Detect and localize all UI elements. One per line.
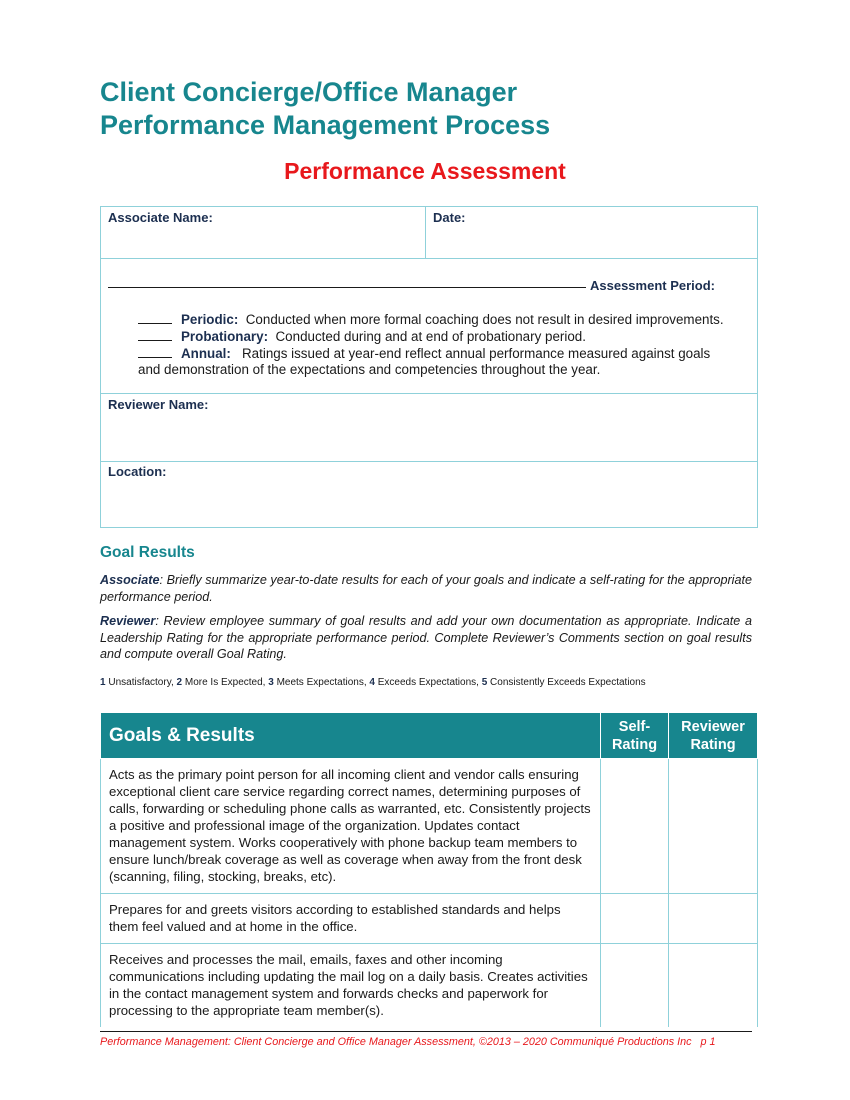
header-reviewer-line2: Rating [690,736,736,753]
title-line-2: Performance Management Process [100,110,551,140]
header-goals-results: Goals & Results [101,713,601,759]
option-label: Annual: [181,346,231,361]
option-label: Probationary: [181,329,269,344]
date-field[interactable] [433,209,466,227]
assessment-period-blank[interactable] [108,287,586,288]
header-reviewer-rating [669,713,758,759]
associate-info-form [100,206,758,528]
option-periodic[interactable] [138,310,724,328]
checkbox-blank[interactable] [138,310,172,324]
option-desc: Ratings issued at year-end reflect annual performance measured against goals [242,346,711,361]
document-title [100,76,550,142]
checkbox-blank[interactable] [138,327,172,341]
option-probationary[interactable] [138,327,586,345]
goal-results-heading: Goal Results [100,544,195,561]
row-divider [101,461,757,462]
page-footer [100,1036,752,1048]
scale-num: 5 [481,677,488,688]
title-line-1: Client Concierge/Office Manager [100,77,518,107]
scale-num: 3 [268,677,274,688]
row-divider [101,258,757,259]
scale-num: 4 [369,677,375,688]
table-row [101,759,758,894]
reviewer-rating-cell[interactable] [669,759,758,894]
header-self-line2: Rating [611,736,658,753]
self-rating-cell[interactable] [601,894,669,944]
scale-text: Meets Expectations, [276,677,367,688]
goal-description: Prepares for and greets visitors according to established standards and helps them feel valued and at home in the office. [101,894,601,944]
table-row [101,894,758,944]
option-label: Periodic: [181,312,239,327]
scale-num: 1 [100,677,106,688]
associate-instructions [100,572,752,605]
footer-text: Performance Management: Client Concierge and Office Manager Assessment, ©2013 – 2020 Communiqué Productions Inc [100,1036,692,1048]
checkbox-blank[interactable] [138,344,172,358]
header-self-rating [601,713,669,759]
self-rating-cell[interactable] [601,944,669,1028]
option-annual[interactable] [138,344,710,362]
footer-divider [100,1031,752,1032]
row-divider [101,393,757,394]
option-desc-continued: and demonstration of the expectations and competencies throughout the year. [138,362,601,377]
table-row [101,944,758,1028]
scale-num: 2 [176,677,183,688]
goals-results-table [100,712,758,1027]
location-field[interactable] [108,463,167,481]
reviewer-instructions-label: Reviewer [100,614,156,628]
location-label: Location: [108,464,167,479]
page-number: p 1 [700,1036,716,1048]
reviewer-instructions [100,613,752,663]
reviewer-name-field[interactable] [108,396,208,414]
associate-instructions-text: : Briefly summarize year-to-date results for each of your goals and indicate a self-rating for the appropriate performance period. [100,573,752,604]
header-self-line1: Self- [618,718,651,735]
header-reviewer-line1: Reviewer [681,718,745,735]
associate-name-label: Associate Name: [108,210,213,225]
associate-name-field[interactable] [108,209,213,227]
reviewer-name-label: Reviewer Name: [108,397,209,412]
assessment-period-label: Assessment Period: [590,278,715,293]
scale-text: Unsatisfactory, [108,677,174,688]
document-subtitle: Performance Assessment [284,158,566,184]
table-header-row [101,713,758,759]
option-annual-continued [138,361,600,378]
goal-description: Receives and processes the mail, emails, faxes and other incoming communications including updating the mail log on a daily basis. Creates activities in the contact management system and forwards checks and paperwork for processing to the appropriate team member(s). [101,944,601,1028]
reviewer-instructions-text: : Review employee summary of goal results and add your own documentation as appropriate. Indicate a Leadership Rating for the appropriate performance period. Complete Reviewer’s Comments section on goal results and compute overall Goal Rating. [100,614,752,661]
associate-instructions-label: Associate [100,573,160,587]
scale-text: Consistently Exceeds Expectations [490,677,646,688]
assessment-period-field [590,277,715,295]
option-desc: Conducted when more formal coaching does not result in desired improvements. [245,312,724,327]
self-rating-cell[interactable] [601,759,669,894]
column-divider [425,207,426,258]
reviewer-rating-cell[interactable] [669,894,758,944]
scale-text: More Is Expected, [184,677,266,688]
reviewer-rating-cell[interactable] [669,944,758,1028]
goal-description: Acts as the primary point person for all incoming client and vendor calls ensuring exceptional client care service regarding correct names, determining purposes of calls, forwarding or scheduling phone calls as warranted, etc. Consistently projects a positive and professional image of the organization. Updates contact management system. Works cooperatively with phone backup team members to ensure lunch/break coverage as well as coverage when away from the front desk (scanning, filing, stocking, breaks, etc). [101,759,601,894]
option-desc: Conducted during and at end of probationary period. [275,329,586,344]
rating-scale [100,677,646,688]
scale-text: Exceeds Expectations, [377,677,479,688]
date-label: Date: [433,210,466,225]
